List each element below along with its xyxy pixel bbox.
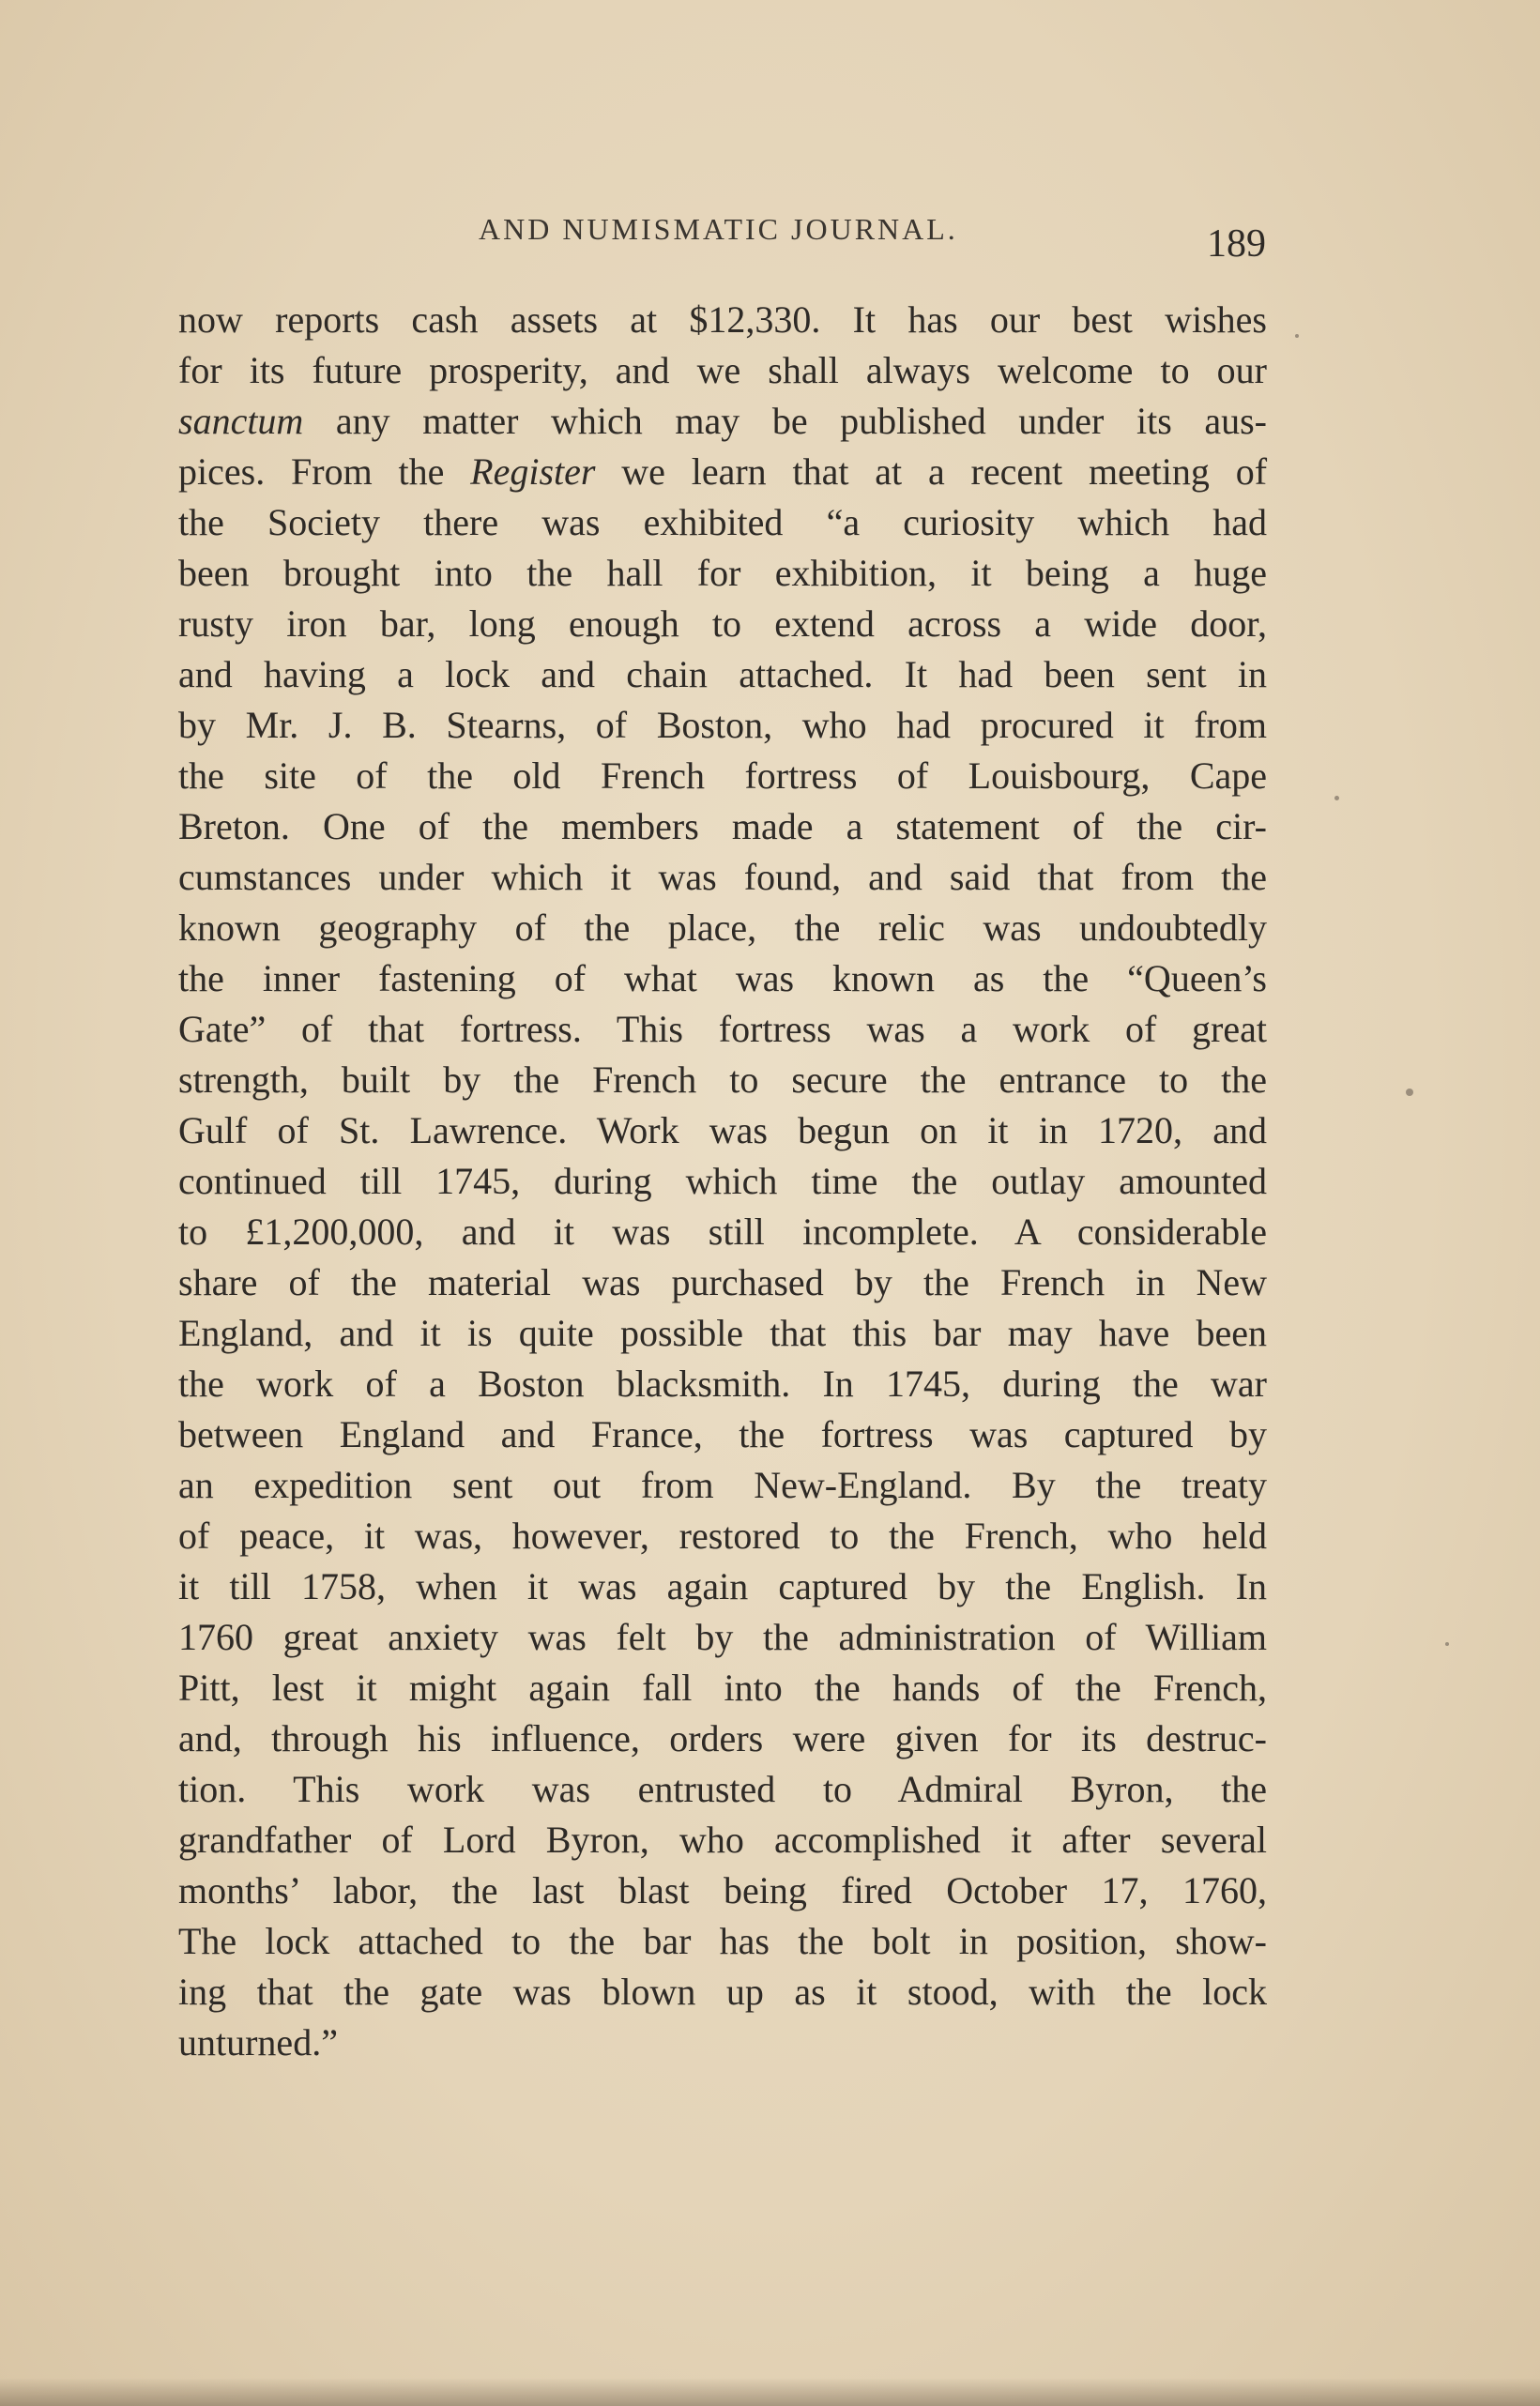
- text-line: [178, 649, 1267, 700]
- line-text: it till 1758, when it was again captured by the English. In: [178, 1565, 1267, 1607]
- text-line: [178, 1156, 1267, 1207]
- line-text: any matter which may be published under its aus-: [303, 400, 1267, 442]
- page-number: 189: [1207, 222, 1266, 266]
- line-text: been brought into the hall for exhibition, it being a huge: [178, 552, 1267, 594]
- line-text: grandfather of Lord Byron, who accomplished it after several: [178, 1819, 1267, 1861]
- line-text: the work of a Boston blacksmith. In 1745, during the war: [178, 1363, 1267, 1405]
- line-text: known geography of the place, the relic was undoubtedly: [178, 906, 1267, 949]
- line-text: tion. This work was entrusted to Admiral Byron, the: [178, 1768, 1267, 1810]
- line-text: pices. From the: [178, 450, 471, 493]
- line-text: cumstances under which it was found, and said that from the: [178, 856, 1267, 898]
- text-line: [178, 1409, 1267, 1460]
- line-text: Breton. One of the members made a statement of the cir-: [178, 805, 1267, 847]
- paper-speck: [1406, 1089, 1413, 1096]
- text-line: [178, 1105, 1267, 1156]
- paper-speck: [1295, 334, 1299, 338]
- line-text: Gulf of St. Lawrence. Work was begun on it in 1720, and: [178, 1109, 1267, 1151]
- text-line: [178, 1257, 1267, 1308]
- text-line: [178, 700, 1267, 751]
- text-line: [178, 599, 1267, 649]
- text-line: [178, 497, 1267, 548]
- text-line: [178, 1511, 1267, 1561]
- line-text: the inner fastening of what was known as the “Queen’s: [178, 957, 1267, 999]
- line-text: strength, built by the French to secure the entrance to the: [178, 1058, 1267, 1101]
- text-line: [178, 801, 1267, 852]
- text-line: [178, 396, 1267, 447]
- text-line: [178, 1663, 1267, 1713]
- text-line: [178, 1916, 1267, 1967]
- line-text: rusty iron bar, long enough to extend across a wide door,: [178, 602, 1267, 645]
- text-line: [178, 1460, 1267, 1511]
- text-line: [178, 1612, 1267, 1663]
- page-edge-shadow: [0, 2378, 1540, 2406]
- text-line: [178, 1865, 1267, 1916]
- text-line: [178, 548, 1267, 599]
- text-line: [178, 1561, 1267, 1612]
- line-text: continued till 1745, during which time the outlay amounted: [178, 1160, 1267, 1202]
- line-text: 1760 great anxiety was felt by the administration of William: [178, 1616, 1267, 1658]
- text-line: [178, 1055, 1267, 1105]
- text-line: [178, 953, 1267, 1004]
- line-text: unturned.”: [178, 2021, 338, 2063]
- text-line: [178, 295, 1267, 345]
- line-text: and having a lock and chain attached. It had been sent in: [178, 653, 1267, 695]
- text-line: [178, 1359, 1267, 1409]
- text-line: [178, 1004, 1267, 1055]
- line-text: an expedition sent out from New-England. By the treaty: [178, 1464, 1267, 1506]
- running-header: AND NUMISMATIC JOURNAL.: [479, 212, 958, 246]
- paper-speck: [1334, 796, 1339, 800]
- italic-text: Register: [470, 450, 596, 493]
- line-text: the site of the old French fortress of Louisbourg, Cape: [178, 754, 1267, 797]
- line-text: months’ labor, the last blast being fired October 17, 1760,: [178, 1869, 1267, 1911]
- line-text: The lock attached to the bar has the bolt in position, show-: [178, 1920, 1267, 1962]
- line-text: we learn that at a recent meeting of: [595, 450, 1268, 493]
- text-line: [178, 1207, 1267, 1257]
- line-text: now reports cash assets at $12,330. It has our best wishes: [178, 298, 1267, 341]
- line-text: by Mr. J. B. Stearns, of Boston, who had procured it from: [178, 704, 1267, 746]
- line-text: England, and it is quite possible that this bar may have been: [178, 1312, 1267, 1354]
- text-line: [178, 1815, 1267, 1865]
- body-text: [178, 295, 1267, 2068]
- text-line: [178, 852, 1267, 903]
- line-text: to £1,200,000, and it was still incomplete. A considerable: [178, 1211, 1267, 1253]
- line-text: of peace, it was, however, restored to the French, who held: [178, 1515, 1267, 1557]
- text-line: [178, 751, 1267, 801]
- line-text: between England and France, the fortress was captured by: [178, 1413, 1267, 1455]
- text-line: [178, 1764, 1267, 1815]
- text-line: [178, 1713, 1267, 1764]
- text-line: [178, 2018, 1267, 2068]
- text-line: [178, 1308, 1267, 1359]
- line-text: ing that the gate was blown up as it stood, with the lock: [178, 1971, 1267, 2013]
- text-line: [178, 903, 1267, 953]
- line-text: Pitt, lest it might again fall into the hands of the French,: [178, 1667, 1267, 1709]
- line-text: for its future prosperity, and we shall always welcome to our: [178, 349, 1267, 391]
- line-text: Gate” of that fortress. This fortress was a work of great: [178, 1008, 1267, 1050]
- text-line: [178, 447, 1267, 497]
- line-text: the Society there was exhibited “a curiosity which had: [178, 501, 1267, 543]
- text-line: [178, 1967, 1267, 2018]
- italic-text: sanctum: [178, 400, 304, 442]
- line-text: and, through his influence, orders were given for its destruc-: [178, 1717, 1267, 1759]
- paper-speck: [1445, 1642, 1449, 1646]
- text-line: [178, 345, 1267, 396]
- line-text: share of the material was purchased by the French in New: [178, 1261, 1267, 1303]
